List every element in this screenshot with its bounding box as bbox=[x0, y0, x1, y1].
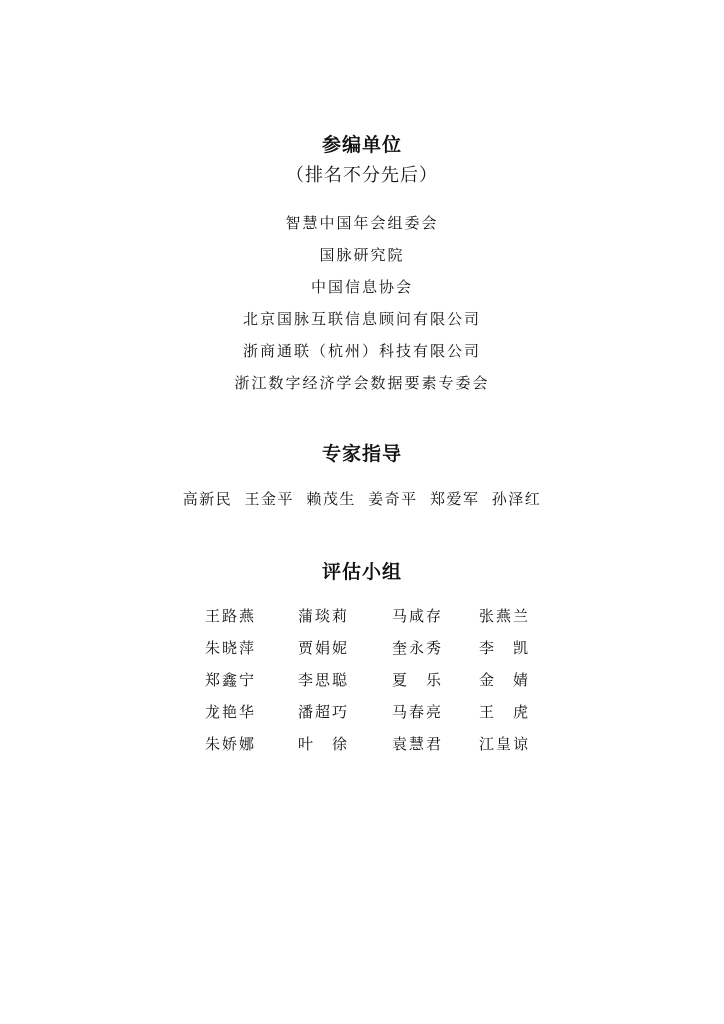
participating-units-list bbox=[0, 207, 724, 399]
member-name: 袁慧君 bbox=[392, 735, 444, 753]
member-name: 贾娟妮 bbox=[298, 639, 350, 657]
expert-name: 高新民 bbox=[182, 490, 233, 508]
member-name: 马春亮 bbox=[392, 703, 444, 721]
grid-row bbox=[0, 666, 724, 698]
member-name: 蒲琰莉 bbox=[298, 607, 350, 625]
list-item: 北京国脉互联信息顾问有限公司 bbox=[242, 310, 481, 328]
member-name: 金 婧 bbox=[479, 671, 531, 689]
grid-row bbox=[0, 730, 724, 762]
member-name: 潘超巧 bbox=[298, 703, 350, 721]
expert-name: 王金平 bbox=[244, 490, 295, 508]
list-item: 浙商通联（杭州）科技有限公司 bbox=[242, 342, 481, 360]
member-name: 龙艳华 bbox=[205, 703, 257, 721]
expert-name: 孙泽红 bbox=[491, 490, 542, 508]
member-name: 奎永秀 bbox=[392, 639, 444, 657]
list-item: 国脉研究院 bbox=[319, 246, 405, 264]
expert-names bbox=[0, 486, 724, 512]
member-name: 夏 乐 bbox=[392, 671, 444, 689]
grid-row bbox=[0, 698, 724, 730]
member-name: 张燕兰 bbox=[479, 607, 531, 625]
member-name: 江皇谅 bbox=[479, 735, 531, 753]
list-item: 中国信息协会 bbox=[310, 278, 413, 296]
participating-units-title: 参编单位 bbox=[321, 134, 402, 156]
member-name: 马咸存 bbox=[392, 607, 444, 625]
list-item: 浙江数字经济学会数据要素专委会 bbox=[234, 374, 490, 392]
member-name: 李 凯 bbox=[479, 639, 531, 657]
expert-name: 郑爱军 bbox=[429, 490, 480, 508]
grid-row bbox=[0, 602, 724, 634]
member-name: 朱娇娜 bbox=[205, 735, 257, 753]
evaluation-group-grid bbox=[0, 602, 724, 762]
member-name: 朱晓萍 bbox=[205, 639, 257, 657]
list-item: 智慧中国年会组委会 bbox=[285, 214, 439, 232]
member-name: 王 虎 bbox=[479, 703, 531, 721]
member-name: 叶 徐 bbox=[298, 735, 350, 753]
member-name: 郑鑫宁 bbox=[205, 671, 257, 689]
grid-row bbox=[0, 634, 724, 666]
member-name: 李思聪 bbox=[298, 671, 350, 689]
expert-name: 姜奇平 bbox=[368, 490, 418, 508]
expert-guidance-title: 专家指导 bbox=[321, 443, 402, 465]
evaluation-group-title: 评估小组 bbox=[321, 561, 402, 583]
expert-name: 赖茂生 bbox=[306, 490, 356, 508]
participating-units-subtitle: （排名不分先后） bbox=[286, 165, 438, 186]
member-name: 王路燕 bbox=[205, 607, 257, 625]
